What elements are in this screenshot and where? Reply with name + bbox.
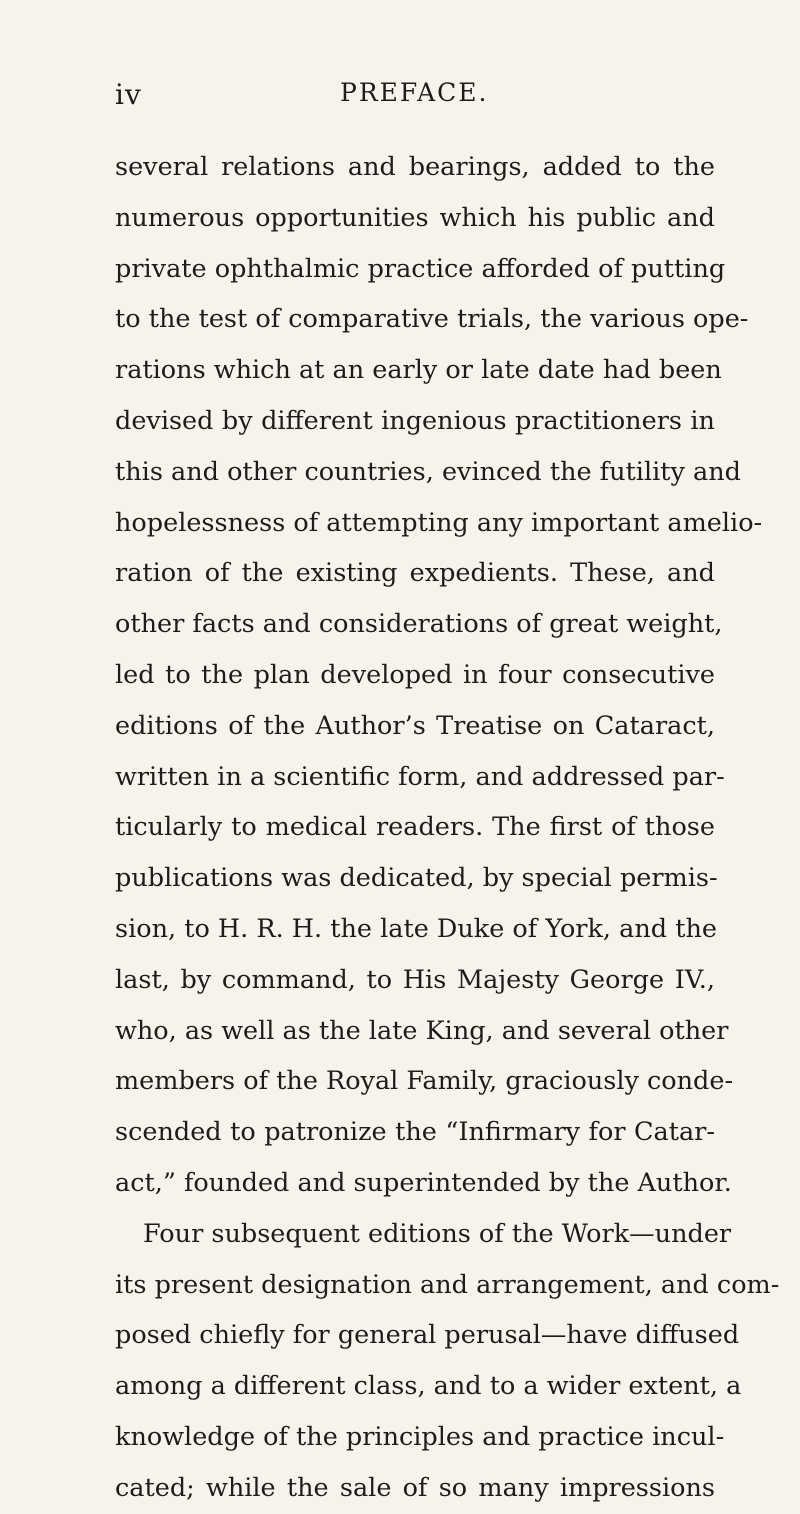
running-head-title: PREFACE. xyxy=(340,78,489,107)
text-line: to the test of comparative trials, the various ope- xyxy=(115,304,749,335)
text-line: posed chiefly for general perusal—have diffused xyxy=(115,1320,740,1351)
body-text xyxy=(115,142,780,1514)
text-line: hopelessness of attempting any important amelio- xyxy=(115,507,763,538)
text-line: Four subsequent editions of the Work—under xyxy=(143,1218,732,1249)
text-line: this and other countries, evinced the futility and xyxy=(115,456,741,487)
text-line: rations which at an early or late date had been xyxy=(115,355,722,386)
text-line: knowledge of the principles and practice incul- xyxy=(115,1421,725,1452)
text-line: who, as well as the late King, and several other xyxy=(115,1015,729,1046)
text-line: sion, to H. R. H. the late Duke of York, and the xyxy=(115,913,717,944)
text-line: cated; while the sale of so many impressions xyxy=(115,1472,715,1503)
text-line: members of the Royal Family, graciously conde- xyxy=(115,1066,734,1097)
text-line: ticularly to medical readers. The first of those xyxy=(115,812,715,843)
text-line: its present designation and arrangement, and com- xyxy=(115,1269,780,1300)
text-line: last, by command, to His Majesty George IV., xyxy=(115,964,715,995)
text-line: other facts and considerations of great weight, xyxy=(115,609,723,640)
running-head xyxy=(115,78,715,114)
text-line: act,” founded and superintended by the Author. xyxy=(115,1167,732,1198)
text-line: private ophthalmic practice afforded of putting xyxy=(115,253,726,284)
text-line: scended to patronize the “Infirmary for Catar- xyxy=(115,1117,715,1148)
text-line: publications was dedicated, by special permis- xyxy=(115,863,718,894)
text-line: ration of the existing expedients. These, and xyxy=(115,558,715,589)
text-line: numerous opportunities which his public and xyxy=(115,202,715,233)
text-line: written in a scientific form, and addressed par- xyxy=(115,761,725,792)
text-line: editions of the Author’s Treatise on Cataract, xyxy=(115,710,715,741)
page-number: iv xyxy=(115,78,142,111)
text-line: several relations and bearings, added to the xyxy=(115,152,715,182)
text-line: led to the plan developed in four consecutive xyxy=(115,659,715,690)
text-line: among a different class, and to a wider extent, a xyxy=(115,1371,742,1402)
text-line: devised by different ingenious practitioners in xyxy=(115,405,715,436)
